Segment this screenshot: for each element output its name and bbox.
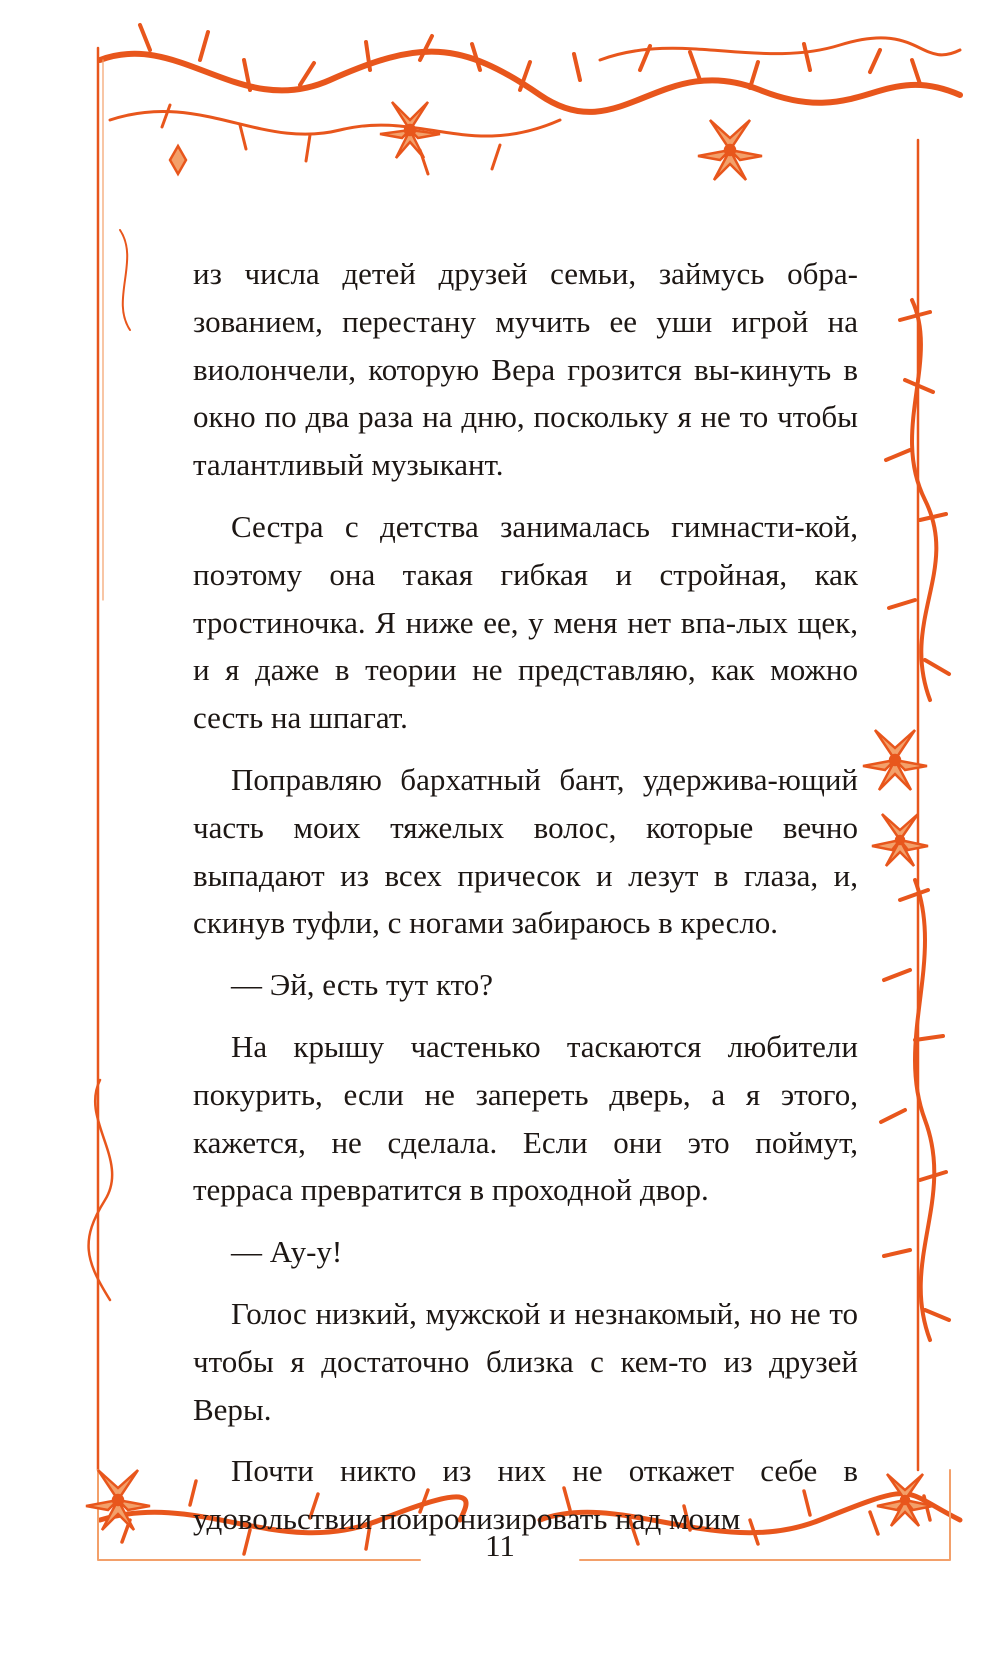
paragraph-2: Сестра с детства занималась гимнасти-кой, поэтому она такая гибкая и стройная, как тростиночка. Я ниже ее, у меня нет впа-лых щек, и я даже в теории не представляю, как можно сесть на шпагат. [193, 508, 858, 736]
body-text [193, 250, 858, 1543]
paragraph-5: Голос низкий, мужской и незнакомый, но не то чтобы я достаточно близка с кем-то из друзей Веры. [193, 1295, 858, 1427]
paragraph-6: Почти никто из них не откажет себе в удовольствии поиронизировать над моим [193, 1453, 858, 1537]
paragraph-4: На крышу частенько таскаются любители покурить, если не запереть дверь, а я этого, кажется, не сделала. Если они это поймут, терраса превратится в проходной двор. [193, 1028, 858, 1208]
dialogue-line-2: — Ау-у! [231, 1234, 343, 1270]
dialogue-line-1: — Эй, есть тут кто? [231, 967, 494, 1003]
paragraph-1: из числа детей друзей семьи, займусь обра-зованием, перестану мучить ее уши игрой на виолончели, которую Вера грозится вы-кинуть в окно по два раза на дню, поскольку я не то чтобы талантливый музыкант. [193, 256, 858, 483]
page-number: 11 [485, 1528, 515, 1563]
paragraph-3: Поправляю бархатный бант, удержива-ющий часть моих тяжелых волос, которые вечно выпадают из всех причесок и лезут в глаза, и, скинув туфли, с ногами забираюсь в кресло. [193, 761, 858, 941]
